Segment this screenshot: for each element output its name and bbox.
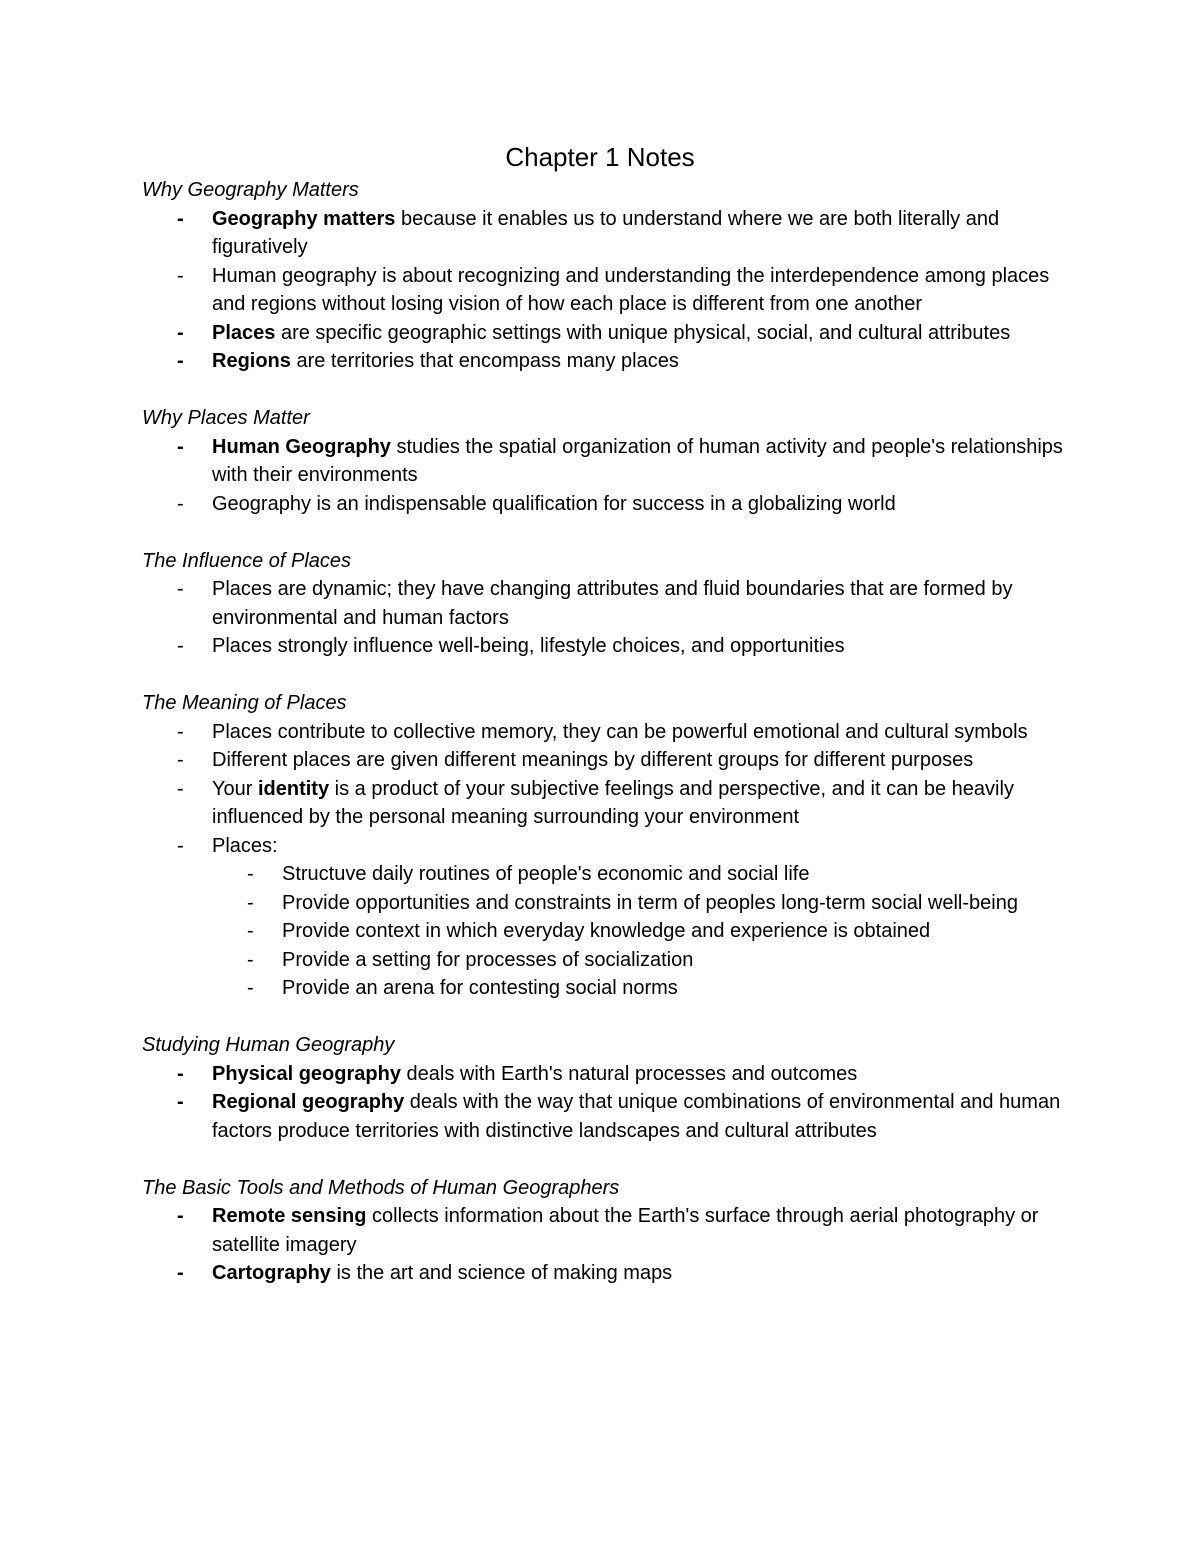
section-heading: Studying Human Geography — [142, 1034, 395, 1056]
bullet-dash: - — [177, 207, 184, 230]
item-prefix: Your — [212, 777, 258, 800]
item-text: Geography is an indispensable qualification for success in a globalizing world — [212, 492, 896, 515]
list-item — [177, 1060, 1072, 1089]
key-term: Cartography — [212, 1262, 331, 1284]
section-influence-of-places — [142, 547, 1072, 661]
list-item — [177, 746, 1072, 775]
sub-list-item — [247, 946, 1072, 975]
bullet-dash: - — [247, 977, 254, 999]
bullet-dash: - — [247, 891, 254, 914]
list-item — [177, 1202, 1072, 1259]
item-text: deals with the way that unique combinations of environmental and human factors produce territories with distinctive landscapes and cultural attributes — [212, 1091, 1061, 1142]
page-title: Chapter 1 Notes — [505, 142, 695, 172]
list-item — [177, 775, 1072, 832]
item-text: Structuve daily routines of people's economic and social life — [282, 863, 810, 885]
section-studying-human-geography — [142, 1031, 1072, 1145]
list-item — [177, 632, 1072, 661]
sub-list-item — [247, 889, 1072, 918]
key-term: Regions — [212, 350, 291, 372]
item-text: Provide context in which everyday knowledge and experience is obtained — [282, 920, 931, 942]
bullet-dash: - — [177, 1091, 184, 1113]
sub-list-item — [247, 917, 1072, 946]
bullet-dash: - — [177, 1262, 184, 1284]
section-heading: Why Geography Matters — [142, 179, 359, 201]
section-heading: The Basic Tools and Methods of Human Geographers — [142, 1176, 620, 1199]
item-text: because it enables us to understand where we are both literally and figuratively — [212, 207, 1000, 258]
item-text: is a product of your subjective feelings and perspective, and it can be heavily influenced by the personal meaning surrounding your environment — [212, 777, 1014, 828]
section-meaning-of-places — [142, 689, 1072, 1003]
item-text: deals with Earth's natural processes and outcomes — [400, 1062, 858, 1085]
bullet-list — [142, 575, 1072, 661]
item-text: Places strongly influence well-being, lifestyle choices, and opportunities — [212, 635, 845, 657]
bullet-list — [142, 718, 1072, 1003]
item-text: Places: — [212, 834, 278, 857]
key-term: Regional geography — [212, 1091, 405, 1113]
bullet-list — [142, 205, 1072, 376]
bullet-dash: - — [177, 635, 184, 657]
bullet-list — [142, 433, 1072, 519]
list-item — [177, 1259, 1072, 1288]
bullet-dash: - — [177, 777, 184, 800]
bullet-dash: - — [247, 920, 254, 942]
bullet-dash: - — [177, 720, 184, 743]
bullet-dash: - — [177, 492, 184, 515]
bullet-list — [142, 1060, 1072, 1146]
key-term: Human Geography — [212, 435, 391, 458]
bullet-dash: - — [247, 948, 254, 971]
item-text: are specific geographic settings with unique physical, social, and cultural attributes — [275, 321, 1011, 344]
item-text: studies the spatial organization of human activity and people's relationships with their environments — [212, 435, 1063, 486]
list-item — [177, 319, 1072, 348]
item-text: Human geography is about recognizing and understanding the interdependence among places and regions without losing vision of how each place is different from one another — [212, 264, 1050, 315]
bullet-dash: - — [177, 350, 184, 372]
section-heading: The Meaning of Places — [142, 692, 347, 714]
bullet-dash: - — [247, 863, 254, 885]
item-text: Provide an arena for contesting social norms — [282, 977, 678, 999]
bullet-dash: - — [177, 264, 184, 287]
list-item — [177, 575, 1072, 632]
bullet-dash: - — [177, 321, 184, 344]
item-text: Places are dynamic; they have changing attributes and fluid boundaries that are formed by environmental and human factors — [212, 578, 1013, 629]
sub-list-item — [247, 860, 1072, 889]
bullet-dash: - — [177, 749, 184, 771]
bullet-dash: - — [177, 1205, 184, 1227]
item-text: Different places are given different meanings by different groups for different purposes — [212, 749, 974, 771]
list-item — [177, 433, 1072, 490]
bullet-dash: - — [177, 1062, 184, 1085]
list-item — [177, 262, 1072, 319]
list-item — [177, 347, 1072, 376]
list-item — [177, 832, 1072, 1003]
list-item — [177, 205, 1072, 262]
section-tools-and-methods — [142, 1174, 1072, 1288]
section-heading: The Influence of Places — [142, 549, 352, 572]
key-term: identity — [257, 777, 330, 800]
key-term: Remote sensing — [212, 1205, 367, 1227]
list-item — [177, 1088, 1072, 1145]
list-item — [177, 718, 1072, 747]
section-heading: Why Places Matter — [142, 407, 310, 429]
notes-body — [142, 176, 1072, 1316]
list-item — [177, 490, 1072, 519]
bullet-dash: - — [177, 578, 184, 600]
bullet-list — [142, 1202, 1072, 1288]
item-text: Provide a setting for processes of socialization — [282, 948, 694, 971]
item-text: collects information about the Earth's surface through aerial photography or satellite imagery — [212, 1205, 1039, 1256]
section-why-geography-matters — [142, 176, 1072, 376]
item-text: Places contribute to collective memory, they can be powerful emotional and cultural symbols — [212, 720, 1028, 743]
key-term: Places — [212, 321, 276, 344]
sub-bullet-list — [212, 860, 1072, 1003]
bullet-dash: - — [177, 834, 184, 857]
key-term: Geography matters — [212, 207, 396, 230]
sub-list-item — [247, 974, 1072, 1003]
item-text: Provide opportunities and constraints in term of peoples long-term social well-being — [282, 891, 1018, 914]
bullet-dash: - — [177, 435, 184, 458]
item-text: is the art and science of making maps — [330, 1262, 673, 1284]
key-term: Physical geography — [212, 1062, 401, 1085]
item-text: are territories that encompass many places — [290, 350, 679, 372]
section-why-places-matter — [142, 404, 1072, 518]
